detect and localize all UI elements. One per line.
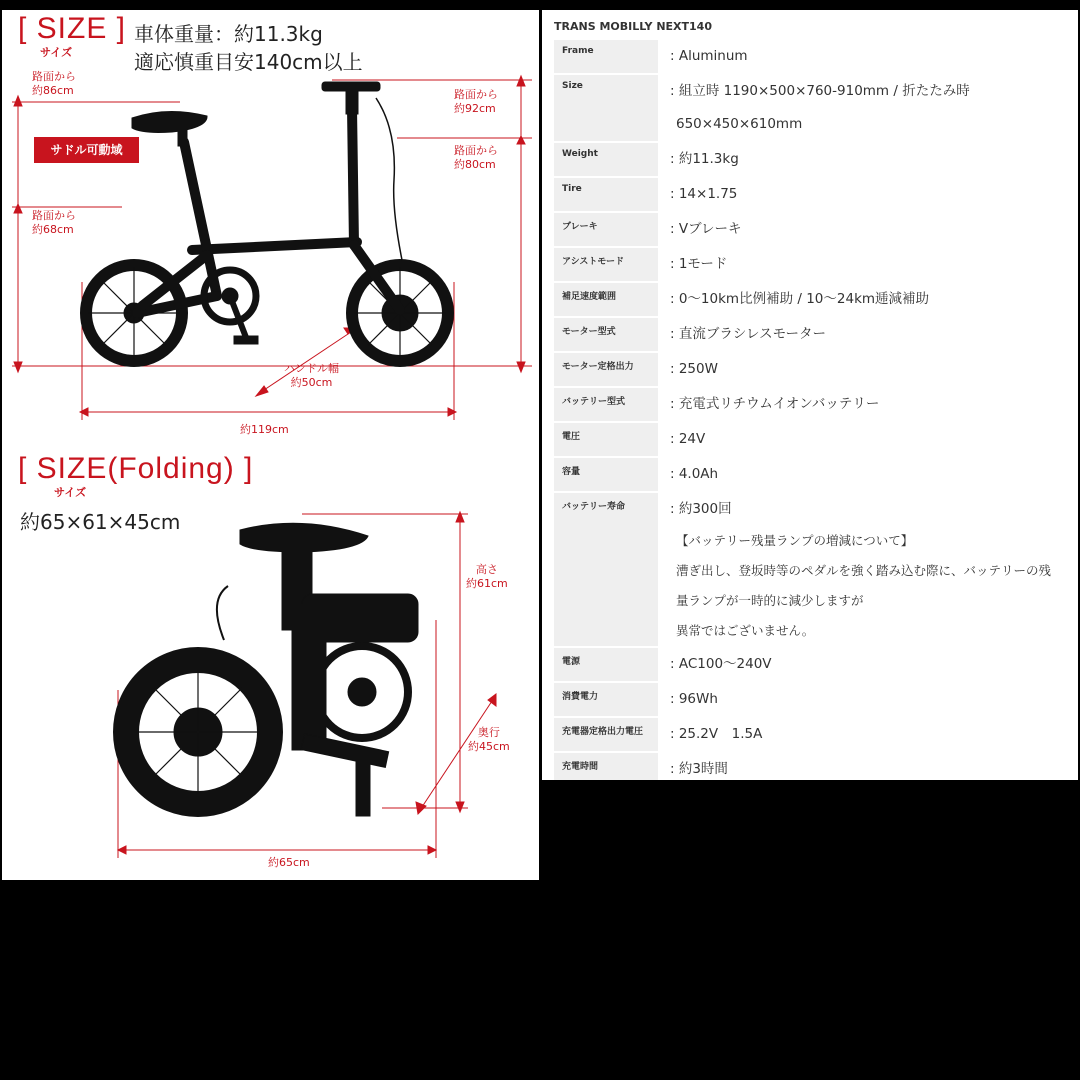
spec-row <box>554 458 1074 493</box>
spec-row <box>554 143 1074 178</box>
spec-value <box>658 283 1074 316</box>
spec-label: モーター定格出力 <box>554 353 658 386</box>
spec-row <box>554 493 1074 648</box>
spec-value-line: : 直流ブラシレスモーター <box>670 326 827 342</box>
battery-note-line: 【バッテリー残量ランプの増減について】 <box>676 533 914 548</box>
spec-row <box>554 718 1074 753</box>
saddle-max-label: 路面から 約86cm <box>32 70 76 97</box>
spec-row <box>554 753 1074 780</box>
spec-row <box>554 40 1074 75</box>
spec-heading: TRANS MOBILLY NEXT140 <box>554 20 712 33</box>
spec-label: モーター型式 <box>554 318 658 351</box>
spec-value-line: : 250W <box>670 361 718 377</box>
spec-value-line: : 1モード <box>670 256 728 272</box>
spec-value <box>658 75 1074 141</box>
spec-row <box>554 213 1074 248</box>
spec-row <box>554 648 1074 683</box>
spec-value <box>658 493 1074 646</box>
handle-min-label: 路面から 約80cm <box>454 144 498 171</box>
spec-value <box>658 143 1074 176</box>
battery-note-line: 量ランプが一時的に減少しますが <box>676 593 864 608</box>
handle-width-label: ハンドル幅 約50cm <box>284 362 339 389</box>
spec-value-line: : 約11.3kg <box>670 151 739 167</box>
spec-value <box>658 40 1074 73</box>
saddle-min-label: 路面から 約68cm <box>32 209 76 236</box>
length-label: 約119cm <box>240 423 289 436</box>
spec-value <box>658 718 1074 751</box>
spec-label: Tire <box>554 178 658 211</box>
spec-value <box>658 353 1074 386</box>
spec-value-line: : 4.0Ah <box>670 466 719 482</box>
spec-value-line: : Vブレーキ <box>670 221 742 237</box>
spec-value-line: : 約300回 <box>670 501 732 517</box>
spec-value <box>658 458 1074 491</box>
spec-label: 補足速度範囲 <box>554 283 658 316</box>
spec-row <box>554 353 1074 388</box>
spec-value <box>658 318 1074 351</box>
handle-max-label: 路面から 約92cm <box>454 88 498 115</box>
spec-value-line: : 25.2V 1.5A <box>670 726 763 742</box>
spec-label: アシストモード <box>554 248 658 281</box>
spec-label: バッテリー型式 <box>554 388 658 421</box>
battery-note-line: 漕ぎ出し、登坂時等のペダルを強く踏み込む際に、バッテリーの残 <box>676 563 1052 578</box>
spec-label: 消費電力 <box>554 683 658 716</box>
spec-value <box>658 683 1074 716</box>
spec-value-line: : Aluminum <box>670 48 748 64</box>
height-guide-text: 適応慎重目安140cm以上 <box>134 50 363 74</box>
spec-label: 充電器定格出力電圧 <box>554 718 658 751</box>
battery-note <box>670 526 1074 646</box>
spec-value-line: : AC100〜240V <box>670 656 772 672</box>
size-diagram-panel <box>2 10 539 880</box>
bike-diagram <box>2 10 539 450</box>
spec-row <box>554 683 1074 718</box>
folding-subtitle: サイズ <box>54 486 87 499</box>
weight-text: 車体重量：約11.3kg <box>134 22 323 46</box>
spec-value <box>658 213 1074 246</box>
size-title: [ SIZE ] <box>18 12 127 45</box>
spec-label: バッテリー寿命 <box>554 493 658 646</box>
battery-note-line: 異常ではございません。 <box>676 623 815 638</box>
spec-table <box>554 40 1074 780</box>
spec-value <box>658 248 1074 281</box>
spec-panel <box>542 10 1078 780</box>
spec-label: 電圧 <box>554 423 658 456</box>
spec-value-line: 650×450×610mm <box>676 116 803 132</box>
spec-value <box>658 753 1074 780</box>
folding-height-label: 高さ 約61cm <box>466 563 508 590</box>
spec-value <box>658 648 1074 681</box>
spec-row <box>554 283 1074 318</box>
spec-value-line: : 96Wh <box>670 691 718 707</box>
spec-row <box>554 423 1074 458</box>
spec-value-line: : 充電式リチウムイオンバッテリー <box>670 396 880 412</box>
spec-label: Weight <box>554 143 658 176</box>
spec-row <box>554 75 1074 143</box>
folding-depth-label: 奥行 約45cm <box>468 726 510 753</box>
folding-title: [ SIZE(Folding) ] <box>18 452 254 485</box>
spec-row <box>554 318 1074 353</box>
spec-row <box>554 388 1074 423</box>
spec-value <box>658 178 1074 211</box>
spec-value-line: : 約3時間 <box>670 761 728 777</box>
spec-label: Frame <box>554 40 658 73</box>
spec-value-line: : 0〜10km比例補助 / 10〜24km逓減補助 <box>670 291 930 307</box>
folding-width-label: 約65cm <box>268 856 310 869</box>
spec-label: ブレーキ <box>554 213 658 246</box>
spec-value-line: : 組立時 1190×500×760-910mm / 折たたみ時 <box>670 83 970 99</box>
spec-value <box>658 423 1074 456</box>
spec-label: 容量 <box>554 458 658 491</box>
spec-label: 充電時間 <box>554 753 658 780</box>
spec-value <box>658 388 1074 421</box>
spec-value-line: : 14×1.75 <box>670 186 738 202</box>
spec-label: 電源 <box>554 648 658 681</box>
spec-label: Size <box>554 75 658 141</box>
spec-row <box>554 248 1074 283</box>
size-subtitle: サイズ <box>40 46 73 59</box>
spec-row <box>554 178 1074 213</box>
saddle-range-badge: サドル可動域 <box>34 137 139 163</box>
spec-value-line: : 24V <box>670 431 706 447</box>
folding-dims-text: 約65×61×45cm <box>20 510 181 534</box>
folded-bike-diagram <box>2 510 539 880</box>
